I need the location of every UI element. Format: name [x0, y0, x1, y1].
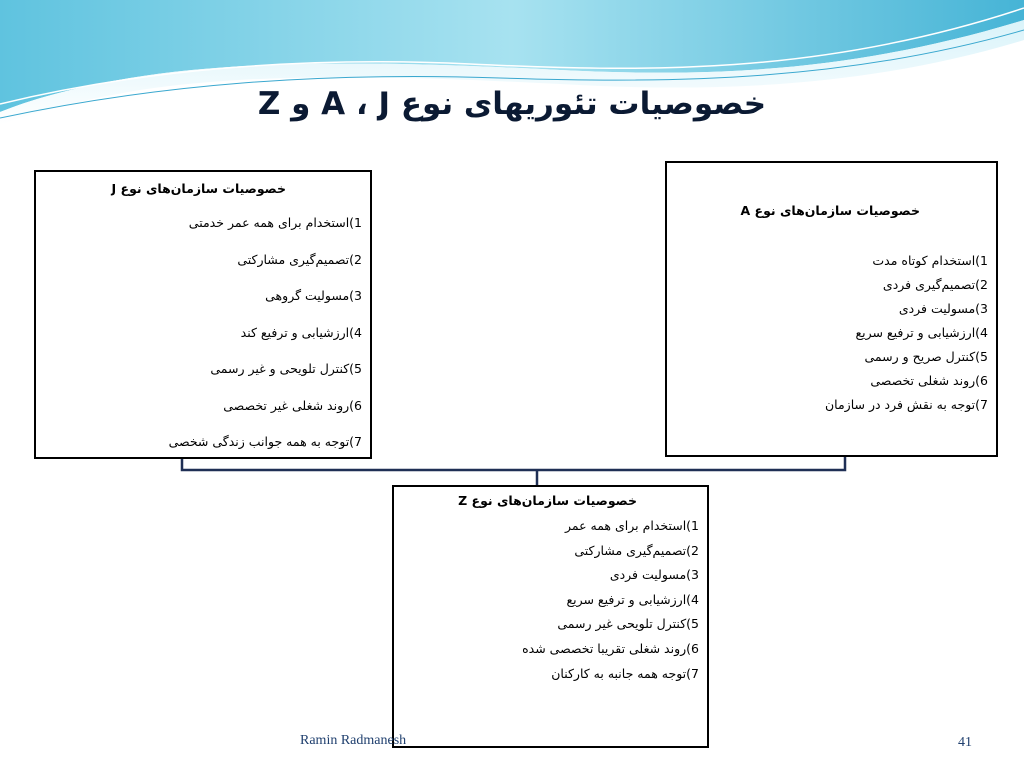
list-item: 6)روند شغلی غیر تخصصی: [223, 397, 362, 413]
type-a-heading: خصوصیات سازمان‌های نوع A: [740, 203, 920, 218]
list-item: 4)ارزشیابی و ترفیع سریع: [855, 325, 988, 340]
list-item: 5)کنترل صریح و رسمی: [864, 349, 988, 364]
type-a-list: [825, 253, 988, 421]
list-item: 6)روند شغلی تخصصی: [870, 373, 988, 388]
list-item: 5)کنترل تلویحی و غیر رسمی: [210, 361, 362, 376]
list-item: 7)توجه همه جانبه به کارکنان: [551, 665, 699, 681]
type-z-heading: خصوصیات سازمان‌های نوع Z: [458, 493, 637, 508]
list-item: 7)توجه به همه جوانب زندگی شخصی: [168, 434, 362, 449]
slide-page-number: 41: [958, 735, 972, 750]
type-j-list: [169, 215, 362, 471]
list-item: 1)استخدام برای همه عمر: [564, 518, 699, 533]
type-j-box: [34, 170, 372, 459]
list-item: 2)تصمیم‌گیری مشارکتی: [237, 251, 362, 267]
list-item: 3)مسولیت گروهی: [265, 288, 362, 303]
list-item: 6)روند شغلی تقریبا تخصصی شده: [522, 640, 699, 656]
list-item: 7)توجه به نقش فرد در سازمان: [824, 397, 988, 412]
type-z-box: [392, 485, 709, 748]
type-z-list: [522, 518, 699, 690]
list-item: 5)کنترل تلویحی غیر رسمی: [557, 616, 699, 632]
list-item: 4)ارزشیابی و ترفیع کند: [240, 324, 362, 340]
footer-author: Ramin Radmanesh: [300, 733, 407, 748]
list-item: 4)ارزشیابی و ترفیع سریع: [566, 591, 699, 607]
list-item: 2)تصمیم‌گیری فردی: [882, 277, 988, 292]
list-item: 1)استخدام کوتاه مدت: [872, 253, 988, 268]
list-item: 3)مسولیت فردی: [898, 301, 988, 316]
type-a-box: [665, 161, 998, 457]
list-item: 2)تصمیم‌گیری مشارکتی: [574, 542, 699, 558]
type-j-heading: خصوصیات سازمان‌های نوع J: [111, 181, 286, 196]
list-item: 3)مسولیت فردی: [609, 567, 699, 583]
list-item: 1)استخدام برای همه عمر خدمتی: [188, 215, 362, 230]
slide-title: خصوصیات تئوریهای نوع A ، J و Z: [257, 86, 767, 122]
